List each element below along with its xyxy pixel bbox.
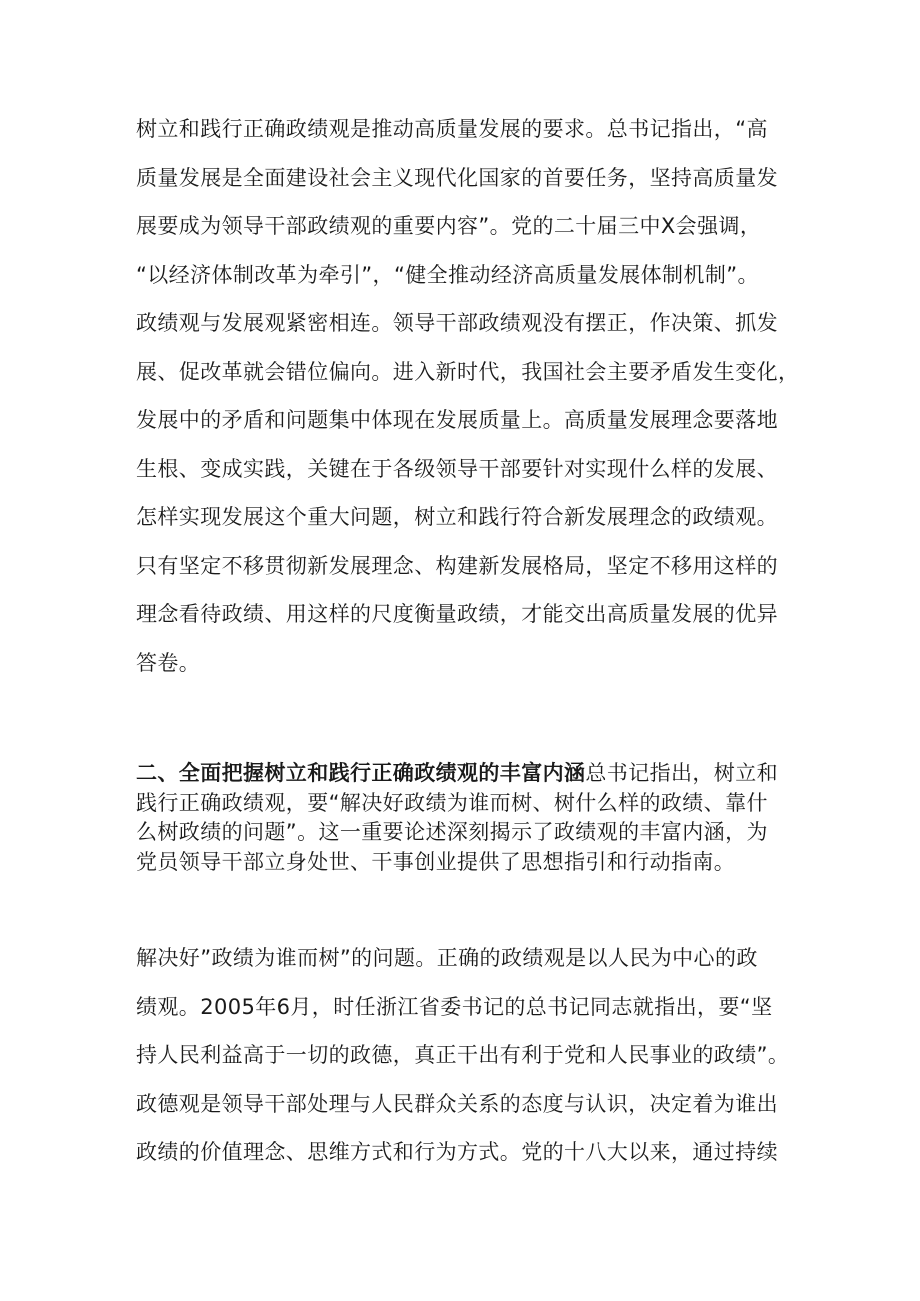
text-line: 么树政绩的问题”。这一重要论述深刻揭示了政绩观的丰富内涵，为	[136, 820, 768, 844]
text-line: 政德观是领导干部处理与人民群众关系的态度与认识，决定着为谁出	[136, 1091, 778, 1116]
section-heading: 二、全面把握树立和践行正确政绩观的丰富内涵	[136, 761, 586, 785]
text-line: 持人民利益高于一切的政德，真正干出有利于党和人民事业的政绩”。	[136, 1043, 790, 1067]
text-line: 政绩的价值理念、思维方式和行为方式。党的十八大以来，通过持续	[136, 1140, 778, 1164]
text-line: 怎样实现发展这个重大问题，树立和践行符合新发展理念的政绩观。	[136, 505, 778, 529]
text-line: 生根、变成实践，关键在于各级领导干部要针对实现什么样的发展、	[136, 456, 778, 481]
text-line: 践行正确政绩观，要“解决好政绩为谁而树、树什么样的政绩、靠什	[136, 790, 768, 815]
paragraph-people-centered	[136, 934, 796, 1177]
paragraph-high-quality-development	[136, 105, 800, 687]
text-line: 质量发展是全面建设社会主义现代化国家的首要任务，坚持高质量发	[136, 165, 778, 190]
text-line: 树立和践行正确政绩观是推动高质量发展的要求。总书记指出，“高	[136, 117, 768, 141]
text-line: 发展中的矛盾和问题集中体现在发展质量上。高质量发展理念要落地	[136, 408, 778, 432]
section-2-first-line	[136, 759, 796, 789]
text-line: 解决好”政绩为谁而树”的问题。正确的政绩观是以人民为中心的政	[136, 946, 758, 970]
text-line: 展要成为领导干部政绩观的重要内容”。党的二十届三中X会强调，	[136, 214, 762, 238]
section-2-first-line-text: 总书记指出，树立和	[585, 761, 779, 785]
section-2-paragraph	[136, 759, 796, 877]
text-line: 答卷。	[136, 650, 201, 675]
text-line: 党员领导干部立身处世、干事创业提供了思想指引和行动指南。	[136, 849, 736, 874]
text-line: 理念看待政绩、用这样的尺度衡量政绩，才能交出高质量发展的优异	[136, 602, 778, 626]
text-line: 政绩观与发展观紧密相连。领导干部政绩观没有摆正，作决策、抓发	[136, 311, 778, 335]
text-line: 只有坚定不移贯彻新发展理念、构建新发展格局，坚定不移用这样的	[136, 553, 778, 578]
text-line: “以经济体制改革为牵引”，“健全推动经济高质量发展体制机制”。	[136, 262, 759, 287]
text-line: 绩观。2005年6月，时任浙江省委书记的总书记同志就指出，要“坚	[136, 994, 773, 1019]
text-line: 展、促改革就会错位偏向。进入新时代，我国社会主要矛盾发生变化，	[136, 359, 800, 384]
